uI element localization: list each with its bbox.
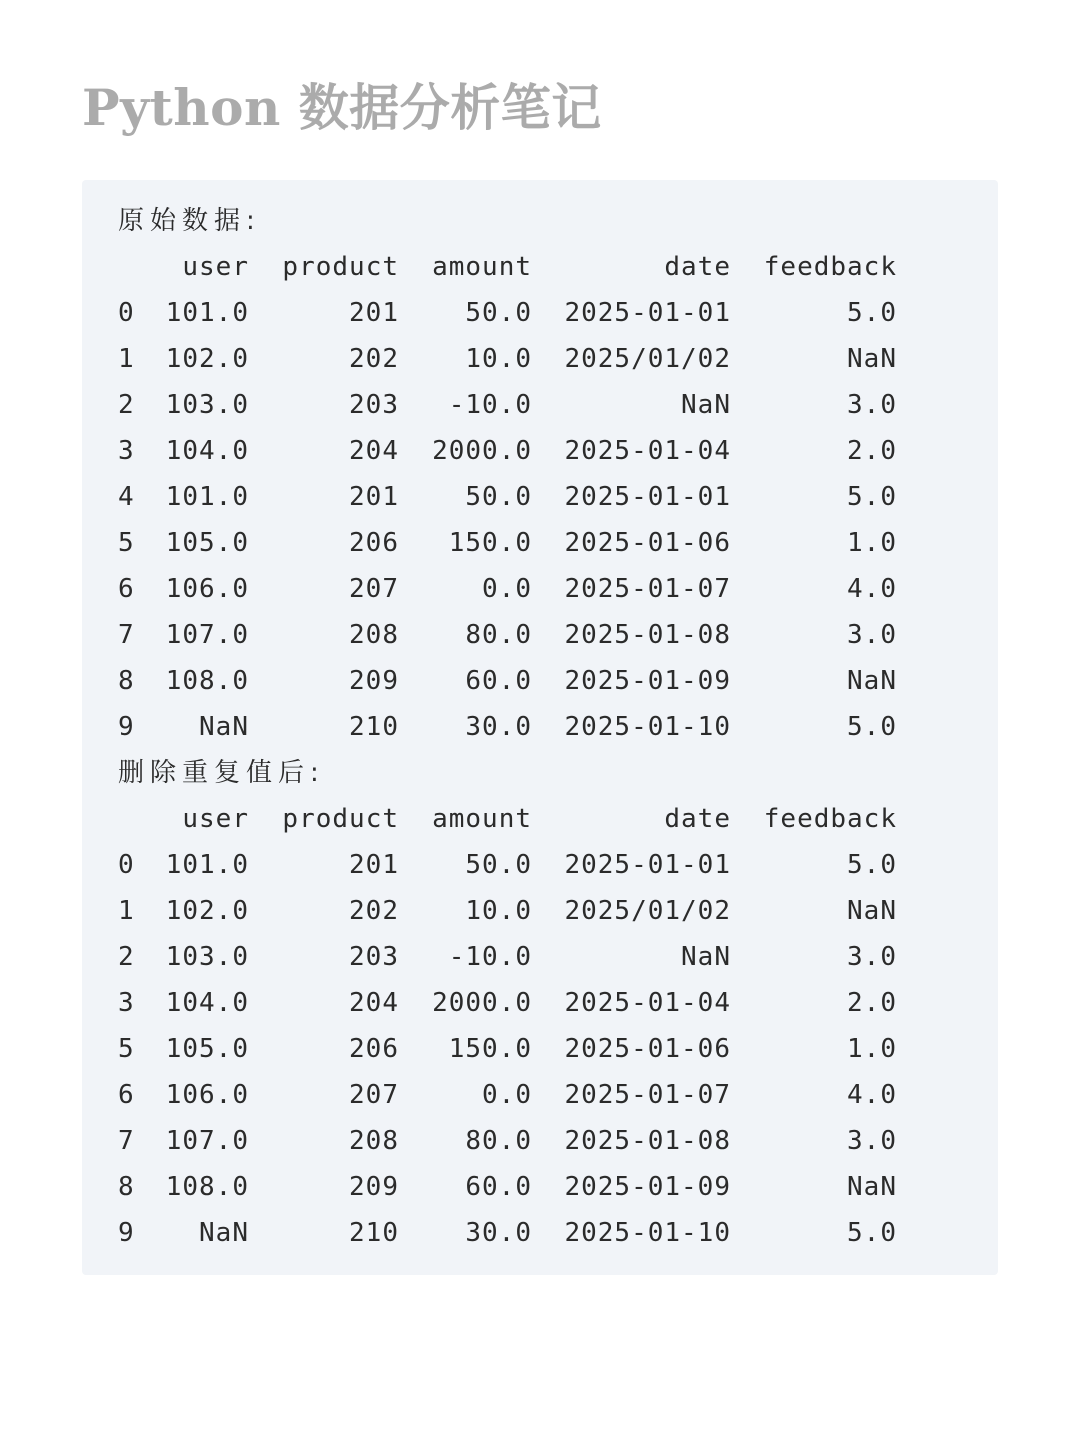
cell-amount: 150.0 — [448, 528, 532, 558]
cell-user: 106.0 — [165, 574, 249, 604]
section-label: 删除重复值后: — [118, 758, 325, 788]
cell-amount: 150.0 — [448, 1034, 532, 1064]
cell-date: 2025-01-01 — [564, 850, 731, 880]
cell-amount: 50.0 — [465, 482, 532, 512]
cell-date: 2025-01-10 — [564, 1218, 731, 1248]
cell-feedback: NaN — [847, 896, 897, 926]
cell-user: 102.0 — [165, 896, 249, 926]
column-header-index — [118, 244, 146, 290]
table-row — [118, 888, 897, 934]
cell-feedback: 3.0 — [847, 390, 897, 420]
cell-user: NaN — [199, 712, 249, 742]
cell-date: NaN — [681, 390, 731, 420]
column-header-product: product — [282, 804, 399, 834]
table-row — [118, 1118, 897, 1164]
page-title: Python 数据分析笔记 — [82, 78, 602, 137]
cell-product: 201 — [349, 298, 399, 328]
cell-date: 2025-01-04 — [564, 988, 731, 1018]
table-row — [118, 382, 897, 428]
table-row — [118, 290, 897, 336]
cell-user: 107.0 — [165, 1126, 249, 1156]
cell-product: 202 — [349, 344, 399, 374]
cell-index: 6 — [118, 574, 135, 604]
cell-user: 101.0 — [165, 850, 249, 880]
cell-user: 106.0 — [165, 1080, 249, 1110]
cell-product: 210 — [349, 1218, 399, 1248]
cell-date: 2025-01-06 — [564, 1034, 731, 1064]
cell-amount: 2000.0 — [432, 988, 532, 1018]
cell-index: 1 — [118, 344, 135, 374]
cell-index: 1 — [118, 896, 135, 926]
cell-user: 103.0 — [165, 390, 249, 420]
table-row — [118, 1026, 897, 1072]
cell-feedback: 5.0 — [847, 1218, 897, 1248]
table-row — [118, 566, 897, 612]
cell-product: 202 — [349, 896, 399, 926]
cell-index: 3 — [118, 988, 135, 1018]
cell-amount: 50.0 — [465, 850, 532, 880]
code-output-block — [82, 180, 998, 1275]
cell-index: 7 — [118, 620, 135, 650]
cell-feedback: 5.0 — [847, 850, 897, 880]
cell-date: 2025-01-04 — [564, 436, 731, 466]
cell-date: 2025-01-09 — [564, 1172, 731, 1202]
cell-date: 2025-01-10 — [564, 712, 731, 742]
cell-index: 9 — [118, 1218, 135, 1248]
table-row — [118, 1072, 897, 1118]
cell-date: 2025-01-07 — [564, 574, 731, 604]
cell-feedback: 4.0 — [847, 574, 897, 604]
cell-user: 108.0 — [165, 666, 249, 696]
cell-user: NaN — [199, 1218, 249, 1248]
cell-amount: 0.0 — [482, 574, 532, 604]
cell-index: 7 — [118, 1126, 135, 1156]
cell-index: 3 — [118, 436, 135, 466]
cell-date: 2025-01-07 — [564, 1080, 731, 1110]
column-header-date: date — [664, 804, 731, 834]
table-row — [118, 612, 897, 658]
cell-product: 206 — [349, 1034, 399, 1064]
column-header-user: user — [182, 804, 249, 834]
cell-feedback: 5.0 — [847, 482, 897, 512]
table-row — [118, 520, 897, 566]
cell-amount: 60.0 — [465, 1172, 532, 1202]
cell-user: 104.0 — [165, 436, 249, 466]
dataframe-table — [118, 244, 897, 750]
cell-feedback: NaN — [847, 344, 897, 374]
cell-feedback: 1.0 — [847, 528, 897, 558]
table-row — [118, 842, 897, 888]
cell-feedback: 3.0 — [847, 942, 897, 972]
cell-user: 103.0 — [165, 942, 249, 972]
cell-amount: 80.0 — [465, 1126, 532, 1156]
cell-user: 101.0 — [165, 298, 249, 328]
cell-feedback: 3.0 — [847, 620, 897, 650]
table-row — [118, 336, 897, 382]
cell-index: 8 — [118, 1172, 135, 1202]
cell-date: 2025-01-01 — [564, 298, 731, 328]
cell-amount: 0.0 — [482, 1080, 532, 1110]
column-header-product: product — [282, 252, 399, 282]
cell-date: 2025-01-06 — [564, 528, 731, 558]
cell-product: 201 — [349, 482, 399, 512]
cell-amount: 2000.0 — [432, 436, 532, 466]
dataframe-table — [118, 796, 897, 1256]
cell-user: 102.0 — [165, 344, 249, 374]
table-row — [118, 934, 897, 980]
column-header-user: user — [182, 252, 249, 282]
cell-product: 209 — [349, 666, 399, 696]
cell-date: 2025/01/02 — [564, 344, 731, 374]
cell-user: 101.0 — [165, 482, 249, 512]
cell-feedback: 2.0 — [847, 988, 897, 1018]
cell-amount: 80.0 — [465, 620, 532, 650]
cell-user: 105.0 — [165, 528, 249, 558]
cell-feedback: 4.0 — [847, 1080, 897, 1110]
cell-amount: 30.0 — [465, 1218, 532, 1248]
cell-product: 204 — [349, 988, 399, 1018]
column-header-amount: amount — [432, 252, 532, 282]
cell-product: 203 — [349, 942, 399, 972]
cell-feedback: 5.0 — [847, 298, 897, 328]
cell-amount: 60.0 — [465, 666, 532, 696]
cell-index: 8 — [118, 666, 135, 696]
table-row — [118, 474, 897, 520]
cell-date: 2025-01-09 — [564, 666, 731, 696]
cell-product: 209 — [349, 1172, 399, 1202]
cell-index: 4 — [118, 482, 135, 512]
cell-feedback: NaN — [847, 1172, 897, 1202]
cell-date: 2025/01/02 — [564, 896, 731, 926]
cell-amount: 10.0 — [465, 896, 532, 926]
cell-index: 9 — [118, 712, 135, 742]
column-header-amount: amount — [432, 804, 532, 834]
cell-feedback: 5.0 — [847, 712, 897, 742]
cell-index: 2 — [118, 942, 135, 972]
cell-user: 107.0 — [165, 620, 249, 650]
cell-date: 2025-01-01 — [564, 482, 731, 512]
cell-index: 0 — [118, 298, 135, 328]
section-label: 原始数据: — [118, 206, 261, 236]
cell-index: 0 — [118, 850, 135, 880]
cell-product: 201 — [349, 850, 399, 880]
table-header-row — [118, 796, 897, 842]
cell-user: 105.0 — [165, 1034, 249, 1064]
cell-product: 203 — [349, 390, 399, 420]
cell-feedback: 3.0 — [847, 1126, 897, 1156]
column-header-feedback: feedback — [763, 804, 897, 834]
cell-feedback: 1.0 — [847, 1034, 897, 1064]
table-row — [118, 1210, 897, 1256]
cell-product: 204 — [349, 436, 399, 466]
table-row — [118, 658, 897, 704]
cell-feedback: NaN — [847, 666, 897, 696]
cell-amount: -10.0 — [448, 942, 532, 972]
column-header-date: date — [664, 252, 731, 282]
cell-index: 5 — [118, 528, 135, 558]
cell-product: 206 — [349, 528, 399, 558]
table-row — [118, 704, 897, 750]
column-header-index — [118, 796, 146, 842]
cell-product: 208 — [349, 620, 399, 650]
cell-product: 207 — [349, 1080, 399, 1110]
cell-product: 207 — [349, 574, 399, 604]
cell-index: 5 — [118, 1034, 135, 1064]
table-row — [118, 980, 897, 1026]
cell-amount: 50.0 — [465, 298, 532, 328]
cell-product: 208 — [349, 1126, 399, 1156]
cell-amount: 30.0 — [465, 712, 532, 742]
cell-date: 2025-01-08 — [564, 620, 731, 650]
table-row — [118, 1164, 897, 1210]
cell-product: 210 — [349, 712, 399, 742]
table-header-row — [118, 244, 897, 290]
cell-index: 6 — [118, 1080, 135, 1110]
table-row — [118, 428, 897, 474]
cell-date: 2025-01-08 — [564, 1126, 731, 1156]
cell-date: NaN — [681, 942, 731, 972]
cell-amount: 10.0 — [465, 344, 532, 374]
cell-feedback: 2.0 — [847, 436, 897, 466]
cell-amount: -10.0 — [448, 390, 532, 420]
cell-index: 2 — [118, 390, 135, 420]
cell-user: 104.0 — [165, 988, 249, 1018]
column-header-feedback: feedback — [763, 252, 897, 282]
cell-user: 108.0 — [165, 1172, 249, 1202]
